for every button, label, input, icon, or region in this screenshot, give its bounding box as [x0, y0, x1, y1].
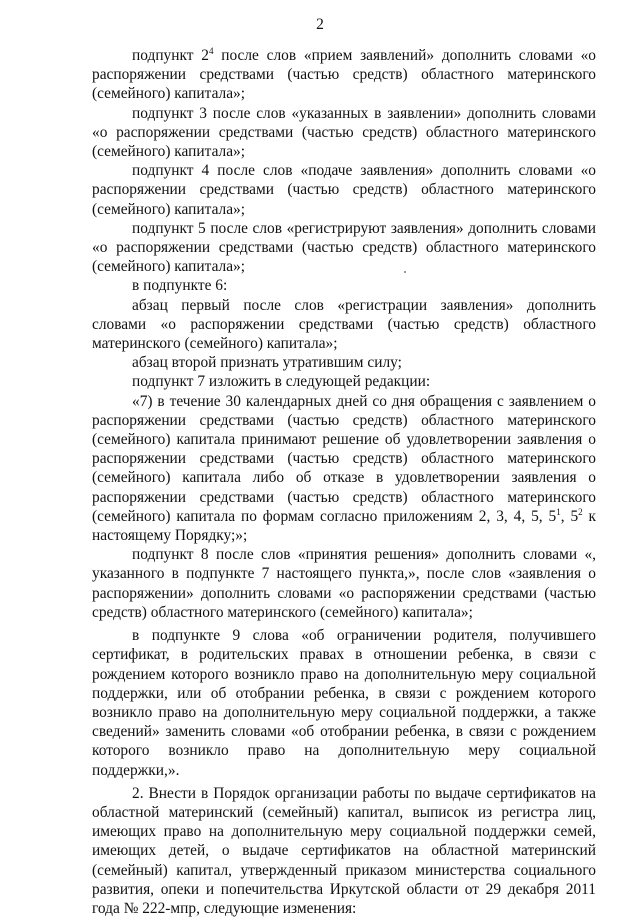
paragraph-text: подпункт 4 после слов «подаче заявления» дополнить словами «о распоряжении средствами (частью средств) областного материнского (семейного) капитала»;: [92, 162, 596, 218]
paragraph: [92, 784, 596, 918]
paragraph: [92, 626, 596, 780]
paragraph: [92, 392, 596, 546]
paragraph-text: в подпункте 6:: [132, 277, 228, 295]
paragraph-text: «7) в течение 30 календарных дней со дня обращения с заявлением о распоряжении средствами (частью средств) областного материнского (семейного) капитала принимают решение об удовлетворении заявления о распоряжении средствами (частью средств) областного материнского (семейного) капитала либо об отказе в удовлетворении заявления о распоряжении средствами (частью средств) областного материнского (семейного) капитала по формам согласно приложениям 2, 3, 4, 5, 5: [92, 392, 596, 525]
paragraph: [92, 161, 596, 219]
paragraph: [92, 353, 596, 372]
paragraph-text: к настоящему Порядку;»;: [92, 507, 597, 545]
paragraph-text: подпункт 2: [132, 47, 209, 64]
page-number: 2: [316, 16, 324, 33]
paragraph-text: подпункт 8 после слов «принятия решения» дополнить словами «, указанного в подпункте 7 настоящего пункта,», после слов «заявления о распоряжении» дополнить словами «о распоряжении средствами (частью средств) областного материнского (семейного) капитала»;: [92, 546, 596, 621]
paragraph-text: после слов «прием заявлений» дополнить словами «о распоряжении средствами (частью средств) областного материнского (семейного) капитала»;: [92, 47, 596, 103]
superscript: 2: [578, 506, 583, 517]
superscript: 1: [556, 506, 561, 517]
paragraph-text: подпункт 5 после слов «регистрируют заявления» дополнить словами «о распоряжении средствами (частью средств) областного материнского (семейного) капитала»;: [92, 219, 596, 276]
document-body: [92, 46, 596, 918]
superscript: 4: [208, 46, 214, 56]
paragraph-text: , 5: [560, 507, 579, 525]
paragraph-text: абзац второй признать утратившим силу;: [132, 354, 402, 372]
paragraph-text: подпункт 3 после слов «указанных в заявлении» дополнить словами «о распоряжении средствами (частью средств) областного материнского (семейного) капитала»;: [92, 104, 596, 161]
paragraph: [92, 46, 596, 104]
paragraph: [92, 219, 596, 277]
paragraph: [92, 545, 596, 622]
paragraph: [92, 104, 596, 162]
paragraph: [92, 296, 596, 354]
paragraph-text: абзац первый после слов «регистрации заявления» дополнить словами «о распоряжении средствами (частью средств) областного материнского (семейного) капитала»;: [92, 296, 596, 353]
paragraph-text: подпункт 7 изложить в следующей редакции:: [132, 373, 431, 391]
paragraph-text: в подпункте 9 слова «об ограничении родителя, получившего сертификат, в родительских правах в отношении ребенка, в связи с рождением которого возникло право на дополнительную меру социальной поддержки, или об отобрании ребенка, в связи с рождением которого возникло право на дополнительную меру социальной поддержки, а также сведений» заменить словами «об отобрании ребенка, в связи с рождением которого возникло право на дополнительную меру социальной поддержки,».: [92, 627, 596, 779]
paragraph: [92, 372, 596, 391]
paragraph: [92, 276, 596, 295]
paragraph-text: 2. Внести в Порядок организации работы по выдаче сертификатов на областной материнский (семейный) капитал, выписок из регистра лиц, имеющих право на дополнительную меру социальной поддержки семей, имеющих детей, о выдаче сертификатов на областной материнский (семейный) капитал, утвержденный приказом министерства социального развития, опеки и попечительства Иркутской области от 29 декабря 2011 года № 222-мпр, следующие изменения:: [92, 784, 596, 917]
